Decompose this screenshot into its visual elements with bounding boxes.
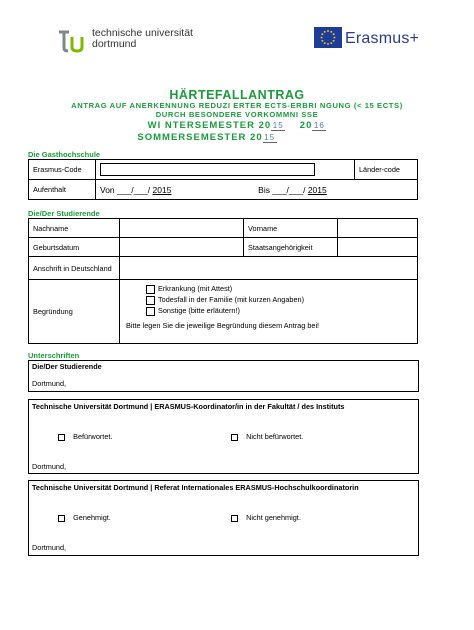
tu-wordmark	[92, 28, 193, 50]
vorname-field[interactable]	[338, 219, 418, 238]
erasmus-code-field[interactable]	[100, 163, 315, 176]
eu-flag-icon	[314, 27, 342, 48]
checkbox-befuerwortet[interactable]	[58, 434, 65, 441]
form-title: HÄRTEFALLANTRAG	[169, 88, 305, 102]
aufenthalt-label: Aufenthalt	[29, 180, 96, 200]
tu-line1: technische universität	[92, 27, 193, 39]
begruendung-label: Begründung	[29, 280, 120, 344]
faculty-option-nicht-befuerwortet[interactable]	[231, 432, 303, 441]
von-month-field[interactable]: ___/	[133, 184, 151, 195]
staat-label: Staatsangehörigkeit	[244, 238, 338, 257]
checkbox-erkrankung[interactable]	[146, 285, 155, 294]
student-signature-title: Die/Der Studierende	[32, 362, 102, 371]
geburtsdatum-field[interactable]	[120, 238, 244, 257]
gast-table	[28, 159, 418, 200]
form-subtitle-2: DURCH BESONDERE VORKOMMNI SSE	[155, 110, 319, 119]
intl-signature-place: Dortmund,	[32, 543, 67, 552]
bis-label: Bis	[258, 184, 270, 195]
von-label: Von	[100, 184, 115, 195]
option-sonstige[interactable]	[126, 305, 413, 316]
summer-semester-line	[0, 132, 444, 143]
section-studierende: Die/Der Studierende	[28, 209, 100, 218]
nachname-field[interactable]	[120, 219, 244, 238]
option-erkrankung[interactable]	[126, 283, 413, 294]
faculty-option-befuerwortet[interactable]	[58, 432, 112, 441]
checkbox-genehmigt[interactable]	[58, 515, 65, 522]
intl-signature-title: Technische Universität Dortmund | Referat Internationales ERASMUS-Hochschulkoordinatorin	[32, 483, 359, 492]
student-signature-place: Dortmund,	[32, 379, 67, 388]
checkbox-sonstige[interactable]	[146, 307, 155, 316]
bis-year-field[interactable]: 2015	[307, 184, 327, 195]
summer-year-field[interactable]: 15	[264, 133, 276, 142]
bis-month-field[interactable]: ___/	[288, 184, 306, 195]
bis-day-field[interactable]: ___/	[272, 184, 289, 195]
option-sonstige-label: Sonstige (bitte erläutern!)	[158, 306, 240, 315]
faculty-signature-place: Dortmund,	[32, 462, 67, 471]
winter-label: WI NTERSEMESTER 20	[147, 120, 272, 131]
erasmus-wordmark: Erasmus+	[345, 30, 420, 47]
option-todesfall-label: Todesfall in der Familie (mit kurzen Angaben)	[158, 295, 305, 304]
winter-year2-field[interactable]: 16	[313, 121, 325, 130]
tu-logo	[57, 28, 87, 54]
winter-year1-field[interactable]: 15	[272, 121, 284, 130]
option-erkrankung-label: Erkrankung (mit Attest)	[158, 284, 233, 293]
winter-semester-line	[0, 120, 474, 131]
winter-mid: 20	[299, 120, 313, 131]
option-todesfall[interactable]	[126, 294, 413, 305]
summer-label: SOMMERSEMESTER 20	[137, 132, 263, 143]
begruendung-hint: Bitte legen Sie die jeweilige Begründung diesem Antrag bei!	[126, 321, 320, 330]
faculty-opt2-label: Nicht befürwortet.	[246, 432, 304, 441]
von-day-field[interactable]: ___/	[117, 184, 134, 195]
anschrift-label: Anschrift in Deutschland	[29, 257, 120, 280]
faculty-opt1-label: Befürwortet.	[73, 432, 113, 441]
form-subtitle-1: ANTRAG AUF ANERKENNUNG REDUZI ERTER ECTS-ERBRI NGUNG (< 15 ECTS)	[71, 101, 403, 110]
intl-opt1-label: Genehmigt.	[73, 513, 111, 522]
checkbox-todesfall[interactable]	[146, 296, 155, 305]
anschrift-field[interactable]	[120, 257, 418, 280]
section-gasthochschule: Die Gasthochschule	[28, 150, 101, 159]
vorname-label: Vorname	[244, 219, 338, 238]
geburtsdatum-label: Geburtsdatum	[29, 238, 120, 257]
faculty-signature-title: Technische Universität Dortmund | ERASMUS-Koordinator/in in der Fakultät / des Instituts	[32, 402, 345, 411]
checkbox-nicht-befuerwortet[interactable]	[231, 434, 238, 441]
laender-code-label: Länder-code	[355, 160, 418, 180]
intl-opt2-label: Nicht genehmigt.	[246, 513, 301, 522]
intl-option-nicht-genehmigt[interactable]	[231, 513, 301, 522]
tu-line2: dortmund	[92, 38, 137, 50]
section-unterschriften: Unterschriften	[28, 351, 80, 360]
intl-option-genehmigt[interactable]	[58, 513, 111, 522]
erasmus-code-label: Erasmus-Code	[29, 160, 96, 180]
nachname-label: Nachname	[29, 219, 120, 238]
student-table	[28, 218, 418, 344]
checkbox-nicht-genehmigt[interactable]	[231, 515, 238, 522]
von-year-field[interactable]: 2015	[152, 184, 172, 195]
staat-field[interactable]	[338, 238, 418, 257]
